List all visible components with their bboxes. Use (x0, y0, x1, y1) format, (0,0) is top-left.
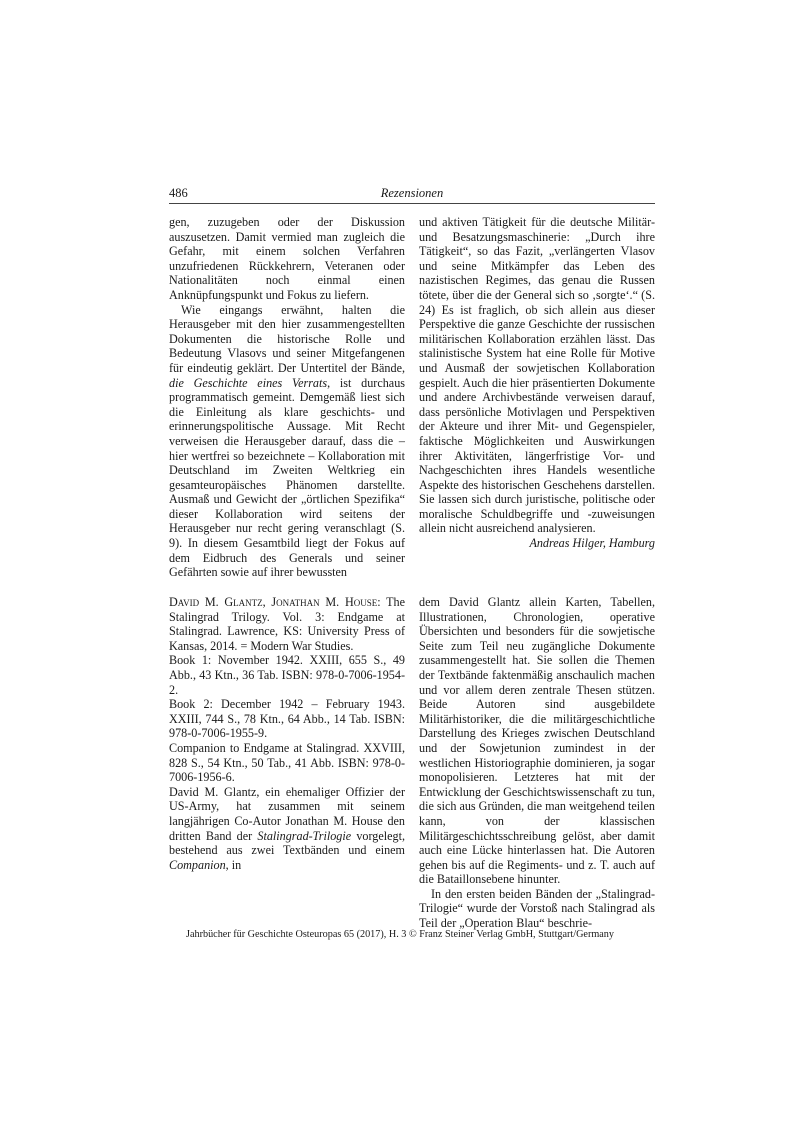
paragraph: und aktiven Tätigkeit für die deutsche Militär- und Besatzungsmaschinerie: „Durch ihre Tätigkeit“, so das Fazit, „verlängerten Vlasov und seine Mitkämpfer das Leben des nazistischen Regimes, das genau die Russen tötete, über die der General sich so ‚sorgte‘.“ (S. 24) Es ist fraglich, ob sich allein aus dieser Perspektive die ganze Geschichte der russischen militärischen Kollaboration erzählen lässt. Das stalinistische System hat eine Rolle für Motive und Ausmaß der sowjetischen Kollaboration gespielt. Auch die hier präsentierten Dokumente und andere Archivbestände verweisen darauf, dass persönliche Motivlagen und Perspektiven der Akteure und ihrer Mit- und Gegenspieler, faktische Möglichkeiten und Auswirkungen ihrer Aktivitäten, längerfristige Vor- und Nachgeschichten ihres Handels wesentliche Aspekte des historischen Geschehens darstellen. Sie lassen sich durch juristische, politische oder moralische Schuldbegriffe und -zuweisungen allein nicht ausreichend analysieren. (419, 215, 655, 536)
column-top-left (169, 215, 405, 580)
text-run: , ist durchaus programmatisch gemeint. Demgemäß liest sich die Einleitung als klare geschichts- und erinnerungspolitische Aussage. Mit Recht verweisen die Herausgeber darauf, dass die – hier wertfrei so bezeichnete – Kollaboration mit Deutschland im Zweiten Weltkrieg ein gesamteuropäisches Phänomen darstellte. Ausmaß und Gewicht der „örtlichen Spezifika“ dieser Kollaboration wird seitens der Herausgeber nur recht gering veranschlagt (S. 9). In diesem Gesamtbild liegt der Fokus auf dem Eidbruch des Generals und seiner Gefährten sowie auf ihrer bewussten (169, 375, 405, 580)
paragraph (169, 785, 405, 873)
paragraph (169, 303, 405, 580)
italic-subtitle: die Geschichte eines Verrats (169, 375, 328, 390)
section-title: Rezensionen (380, 186, 444, 200)
paragraph: In den ersten beiden Bänden der „Stalingrad-Trilogie“ wurde der Vorstoß nach Stalingrad als Teil der „Operation Blau“ beschrie- (419, 886, 655, 931)
book-title: The Stalingrad Trilogy. Vol. 3: Endgame at Stalingrad. Lawrence, KS: University Press of Kansas, 2014. = Modern War Studies. (169, 595, 405, 653)
text-run: Wie eingangs erwähnt, halten die Herausgeber mit den hier zusammengestellten Dokumenten die historische Rolle und Bedeutung Vlasovs und seiner Mitgefangenen für eindeutig geklärt. Der Untertitel der Bände, (169, 302, 405, 375)
text-run: David M. Glantz, ein ehemaliger Offizier der US-Army, hat zusammen mit seinem langjährigen Co-Autor Jonathan M. House den dritten Band der (169, 784, 405, 843)
running-header (169, 184, 655, 202)
book-volume-1: Book 1: November 1942. XXIII, 655 S., 49 Abb., 43 Ktn., 36 Tab. ISBN: 978-0-7006-1954-2. (169, 653, 405, 697)
book-companion: Companion to Endgame at Stalingrad. XXVIII, 828 S., 54 Ktn., 50 Tab., 41 Abb. ISBN: 978-0-7006-1956-6. (169, 740, 405, 785)
reviewer-signature: Andreas Hilger, Hamburg (529, 536, 655, 551)
page-number: 486 (169, 186, 188, 200)
header-rule (169, 203, 655, 204)
text-run: vorgelegt, bestehend aus zwei Textbänden und einem (169, 828, 405, 858)
column-bottom-right (419, 595, 655, 931)
text-run: , in (225, 857, 242, 872)
italic-title: Companion (169, 857, 226, 872)
book-volume-2: Book 2: December 1942 – February 1943. XXIII, 744 S., 78 Ktn., 64 Abb., 14 Tab. ISBN: 978-0-7006-1955-9. (169, 697, 405, 741)
paragraph: dem David Glantz allein Karten, Tabellen, Illustrationen, Chronologien, operative Übersichten und besonders für die sowjetische Seite zum Teil neu zugängliche Dokumente zusammengestellt hat. Sie sollen die Themen der Textbände faktenmäßig anschaulich machen und vor allem deren zentrale Thesen stützen. Beide Autoren sind ausgebildete Militärhistoriker, die die militärgeschichtliche Darstellung des Krieges zwischen Deutschland und der Sowjetunion zumindest in der westlichen Historiographie dominieren, ja sogar monopolisieren. Letzteres hat mit der Entwicklung der Geschichtswissenschaft zu tun, die sich aus Gründen, die man weitgehend teilen kann, von der klassischen Militärgeschichtsschreibung gelöst, aber damit auch eine Lücke hinterlassen hat. Die Autoren gehen bis auf die Regiments- und z. T. auch auf die Bataillonsebene hinunter. (419, 595, 655, 887)
book-authors: David M. Glantz, Jonathan M. House: (169, 595, 381, 609)
column-top-right (419, 215, 655, 551)
page-footer: Jahrbücher für Geschichte Osteuropas 65 (2017), H. 3 © Franz Steiner Verlag GmbH, Stuttgart/Germany (186, 929, 614, 940)
paragraph: gen, zuzugeben oder der Diskussion auszusetzen. Damit vermied man zugleich die Gefahr, mit einem solchen Verfahren unzufriedenen Rückkehrern, Veteranen oder Nationalitäten noch einmal einen Anknüpfungspunkt und Fokus zu liefern. (169, 215, 405, 302)
bibliographic-entry (169, 595, 405, 653)
column-bottom-left (169, 595, 405, 872)
italic-title: Stalingrad-Trilogie (257, 828, 352, 843)
